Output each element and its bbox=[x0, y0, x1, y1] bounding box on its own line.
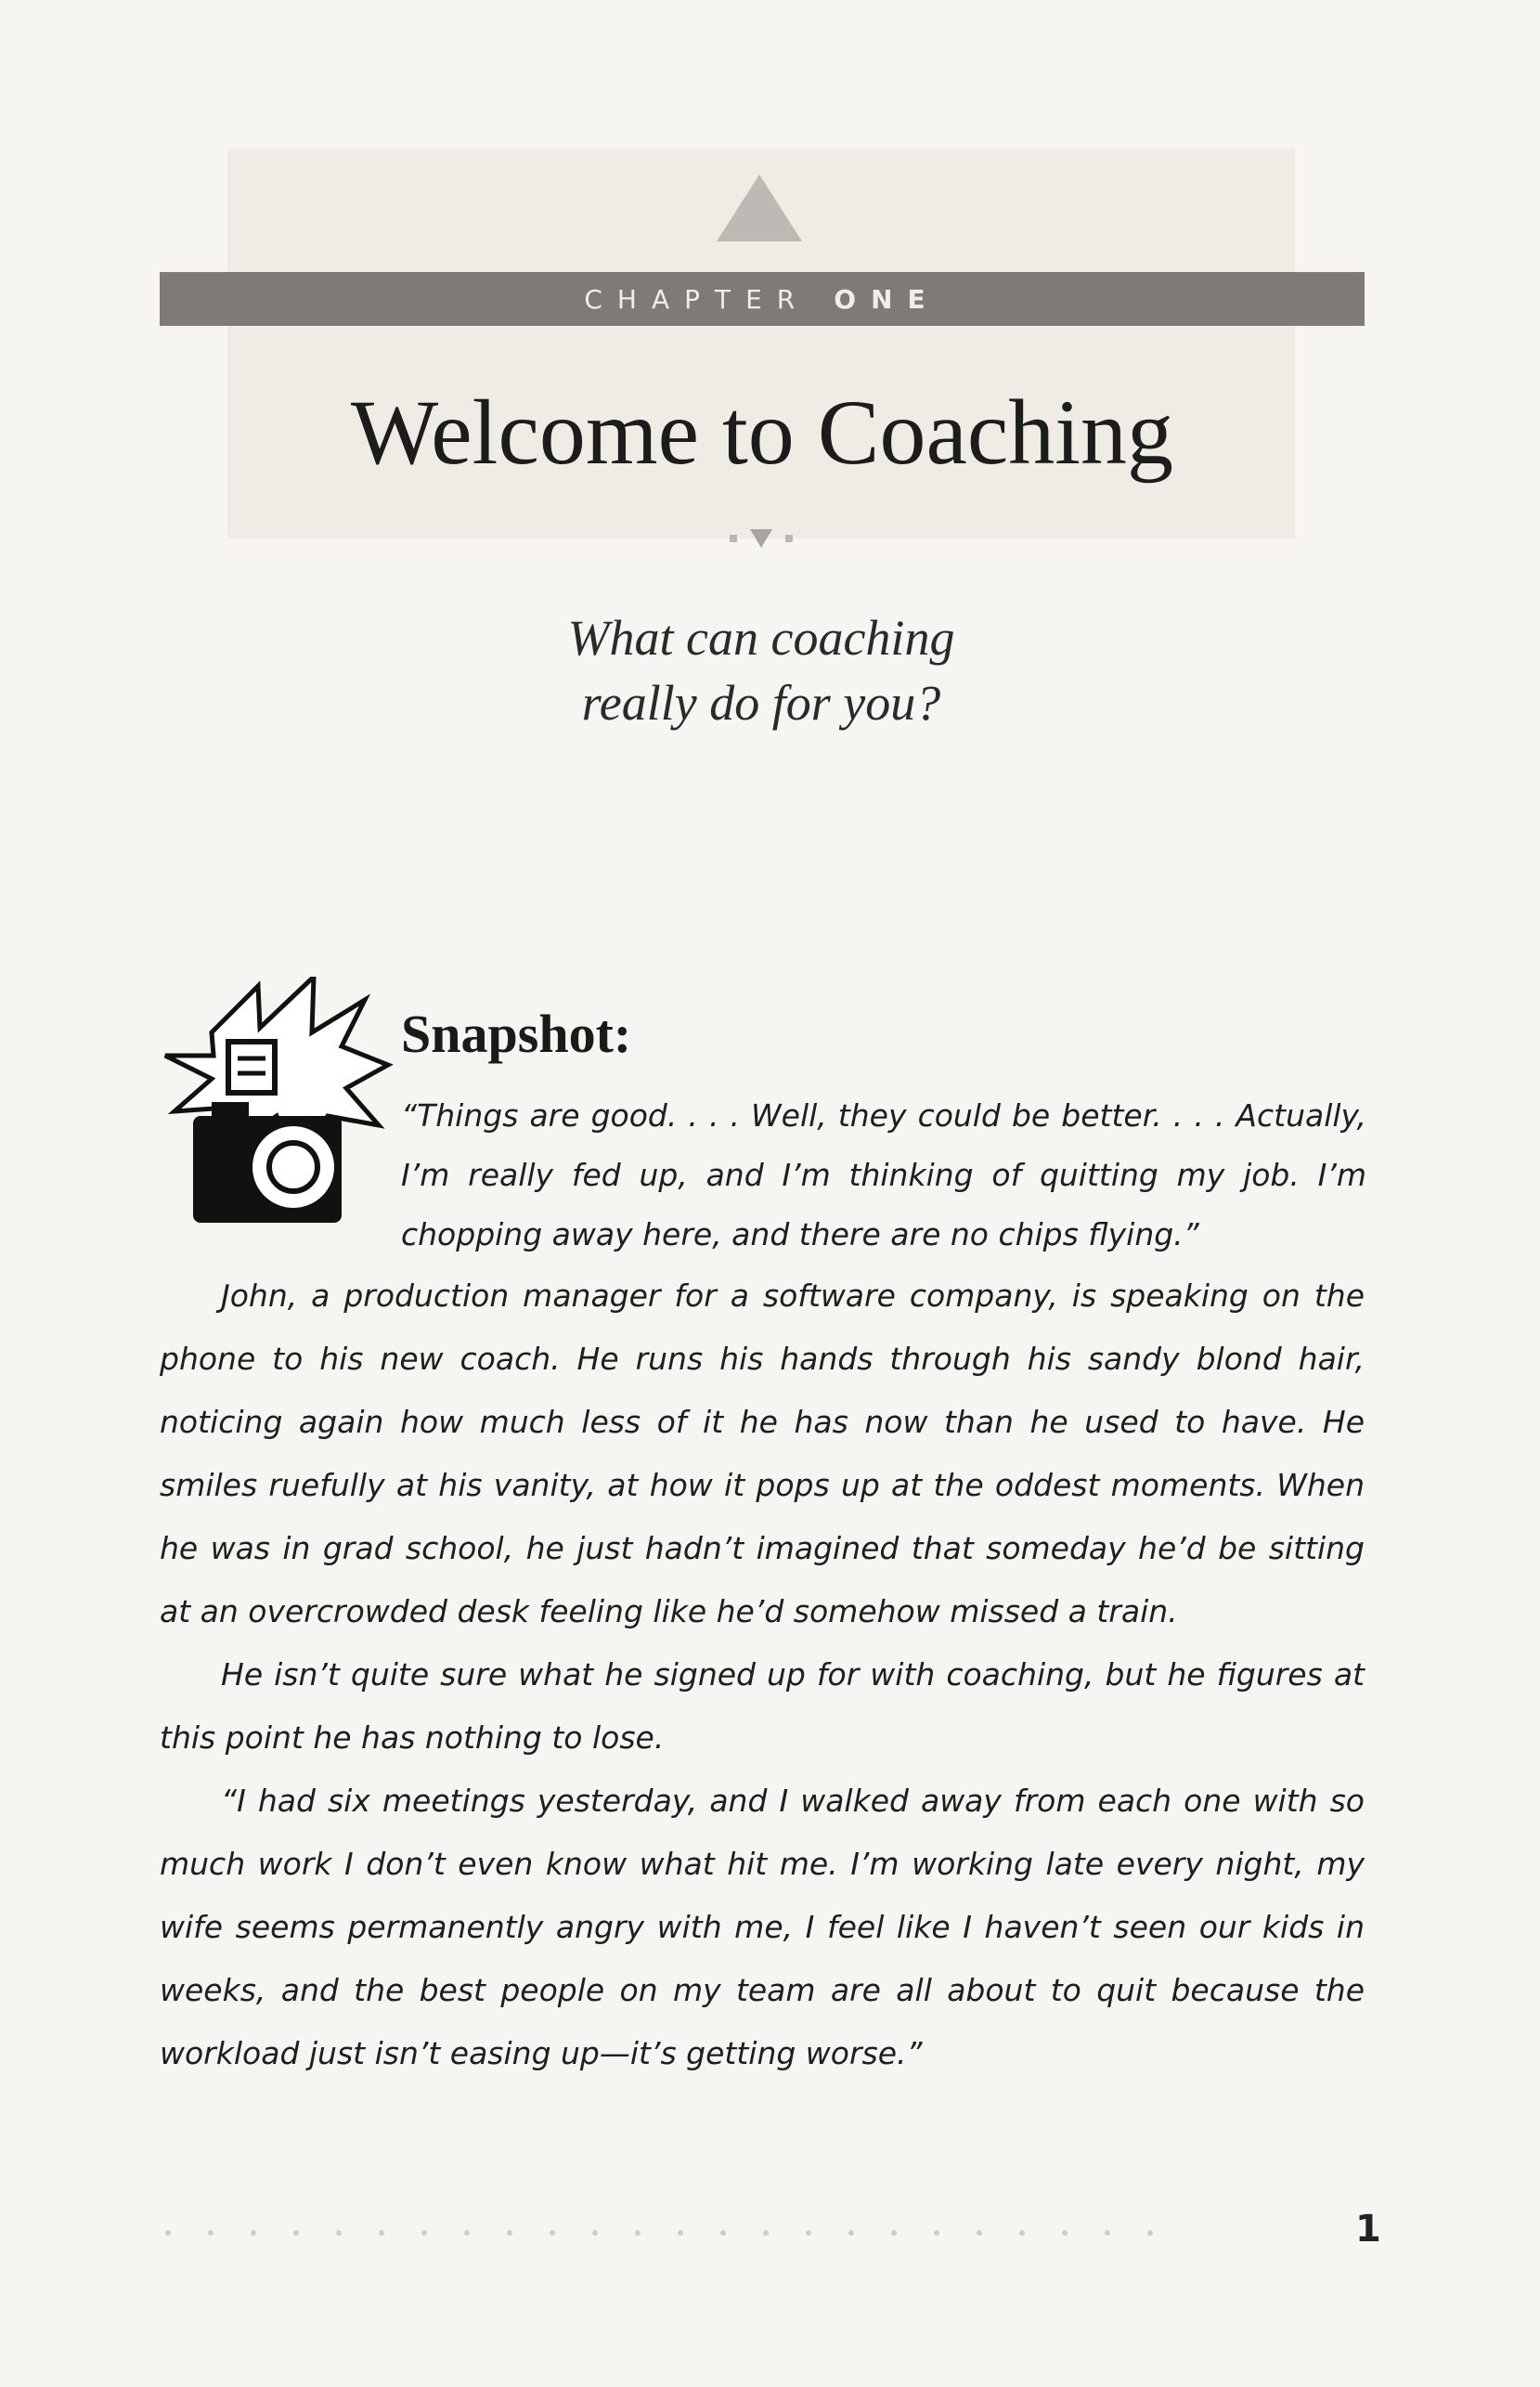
camera-icon bbox=[156, 977, 397, 1227]
subtitle-line-2: really do for you? bbox=[581, 675, 941, 731]
down-triangle-icon bbox=[750, 529, 772, 548]
square-bullet-icon bbox=[730, 535, 737, 542]
paragraph: “I had six meetings yesterday, and I walked away from each one with so much work I don’t even know what hit me. I’m working late every night, my wife seems permanently angry with me, I feel like I haven’t seen our kids in weeks, and the best people on my team are all about to quit because the workload just isn’t easing up—it’s getting worse.” bbox=[160, 1783, 1365, 2071]
square-bullet-icon bbox=[785, 535, 793, 542]
snapshot-heading: Snapshot: bbox=[401, 1004, 632, 1064]
triangle-ornament-icon bbox=[717, 175, 802, 241]
title-ornament bbox=[705, 529, 817, 548]
chapter-title: Welcome to Coaching bbox=[350, 381, 1174, 484]
subtitle-line-1: What can coaching bbox=[567, 610, 955, 666]
chapter-subtitle bbox=[390, 605, 1132, 735]
chapter-label: CHAPTER bbox=[584, 283, 810, 315]
paragraph: He isn’t quite sure what he signed up for with coaching, but he figures at this point he has nothing to lose. bbox=[160, 1656, 1365, 1756]
chapter-banner bbox=[160, 272, 1365, 326]
snapshot-quote: “Things are good. . . . Well, they could be better. . . . Actually, I’m really fed up, and I’m thinking of quitting my job. I’m chopping away here, and there are no chips flying.” bbox=[401, 1097, 1366, 1252]
paragraph: John, a production manager for a software company, is speaking on the phone to his new coach. He runs his hands through his sandy blond hair, noticing again how much less of it he has now than he used to have. He smiles ruefully at his vanity, at how it pops up at the oddest moments. When he was in grad school, he just hadn’t imagined that someday he’d be sitting at an overcrowded desk feeling like he’d somehow missed a train. bbox=[160, 1278, 1365, 1629]
page-number: 1 bbox=[1355, 2208, 1381, 2251]
footer-dot-rule bbox=[165, 2230, 1153, 2236]
body-text bbox=[160, 1265, 1365, 2085]
chapter-number: ONE bbox=[834, 283, 940, 315]
